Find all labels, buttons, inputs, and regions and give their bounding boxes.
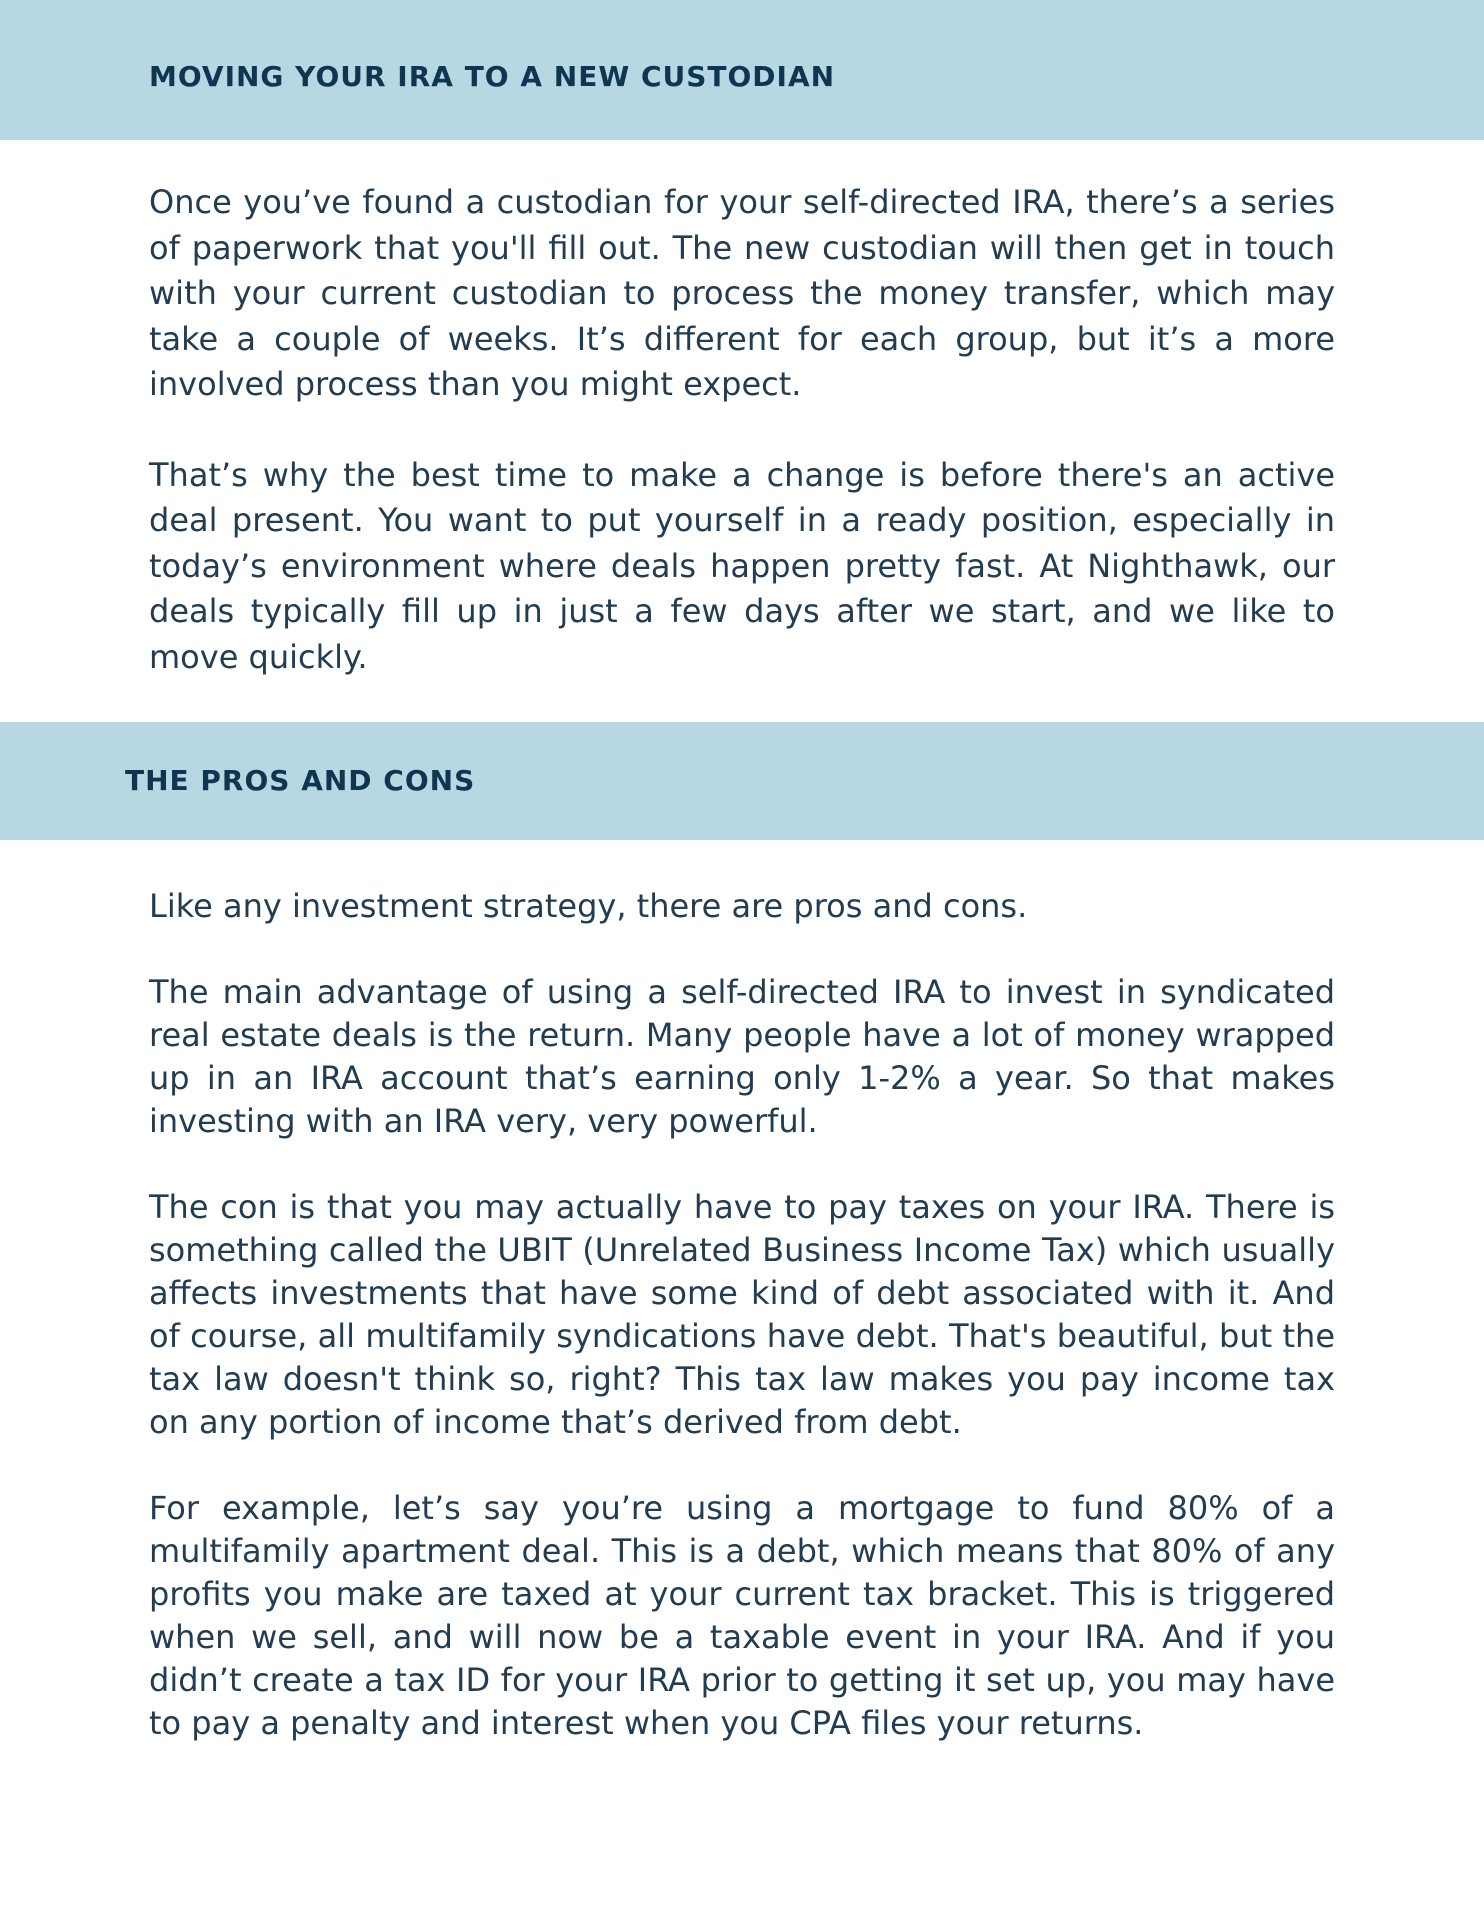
paragraph: That’s why the best time to make a change is before there's an active deal present. You want to put yourself in a ready position, especially in today’s environment where deals happen pretty fast. At Nighthawk, our deals typically fill up in just a few days after we start, and we like to move quickly.: [149, 455, 1335, 676]
section-header-band-custodian: [0, 0, 1484, 140]
section-body-custodian: [149, 180, 1335, 725]
paragraph: The main advantage of using a self-directed IRA to invest in syndicated real estate deals is the return. Many people have a lot of money wrapped up in an IRA account that’s earning only 1-2% a year. So that makes investing with an IRA very, very powerful.: [149, 973, 1335, 1140]
section-header-band-pros-cons: [0, 722, 1484, 840]
section-body-pros-cons: [149, 885, 1335, 1788]
section-heading-custodian: MOVING YOUR IRA TO A NEW CUSTODIAN: [149, 60, 836, 93]
paragraph: The con is that you may actually have to pay taxes on your IRA. There is something called the UBIT (Unrelated Business Income Tax) which usually affects investments that have some kind of debt associated with it. And of course, all multifamily syndications have debt. That's beautiful, but the tax law doesn't think so, right? This tax law makes you pay income tax on any portion of income that’s derived from debt.: [149, 1188, 1335, 1441]
paragraph: For example, let’s say you’re using a mortgage to fund 80% of a multifamily apartment deal. This is a debt, which means that 80% of any profits you make are taxed at your current tax bracket. This is triggered when we sell, and will now be a taxable event in your IRA. And if you didn’t create a tax ID for your IRA prior to getting it set up, you may have to pay a penalty and interest when you CPA files your returns.: [149, 1489, 1335, 1742]
paragraph: Once you’ve found a custodian for your self-directed IRA, there’s a series of paperwork that you'll fill out. The new custodian will then get in touch with your current custodian to process the money transfer, which may take a couple of weeks. It’s different for each group, but it’s a more involved process than you might expect.: [149, 183, 1335, 403]
paragraph: Like any investment strategy, there are pros and cons.: [149, 887, 1028, 925]
section-heading-pros-cons: THE PROS AND CONS: [125, 764, 476, 797]
